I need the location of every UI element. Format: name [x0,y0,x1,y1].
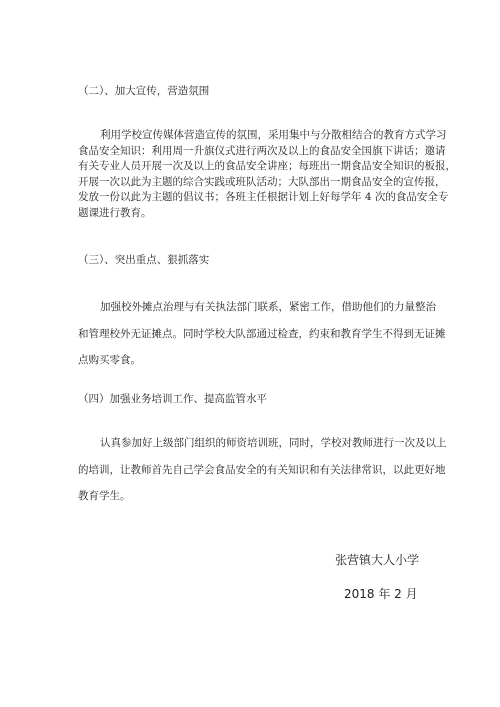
body-line: 的培训，让教师首先自己学会食品安全的有关知识和有关法律常识，以此更好地 [78,463,446,476]
section-body-training [78,430,447,510]
body-line: 点购买零食。 [78,354,141,366]
body-line: 教育学生。 [78,490,131,502]
section-heading-focus: （三）、突出重点、狠抓落实 [78,254,210,266]
signature-date: 2018 年 2 月 [344,587,418,601]
body-line: 有关专业人员开展一次及以上的食品安全讲座；每班出一期食品安全知识的板报， [78,160,456,172]
body-line: 题课进行教育。 [78,206,152,219]
signature-school: 张营镇大人小学 [335,553,420,567]
section-heading-publicity: （二）、加大宣传，营造氛围 [78,85,210,97]
body-line: 开展一次以此为主题的综合实践或班队活动；大队部出一期食品安全的宣传报， [78,175,446,188]
section-heading-training: （四）加强业务培训工作、提高监管水平 [78,393,267,405]
body-line: 认真参加好上级部门组织的师资培训班，同时，学校对教师进行一次及以上 [100,437,447,449]
section-body-publicity [78,128,456,221]
body-line: 加强校外摊点治理与有关执法部门联系，紧密工作，借助他们的力量整治 [100,301,436,313]
body-line: 利用学校宣传媒体营造宣传的氛围，采用集中与分散相结合的教育方式学习 [100,129,447,141]
section-body-focus [78,294,446,374]
body-line: 和管理校外无证摊点。同时学校大队部通过检查，约束和教育学生不得到无证摊 [78,327,446,340]
body-line: 发放一份以此为主题的倡议书；各班主任根据计划上好每学年 4 次的食品安全专 [78,191,449,203]
body-line: 食品安全知识：利用周一升旗仪式进行两次及以上的食品安全国旗下讲话；邀请 [78,144,446,157]
